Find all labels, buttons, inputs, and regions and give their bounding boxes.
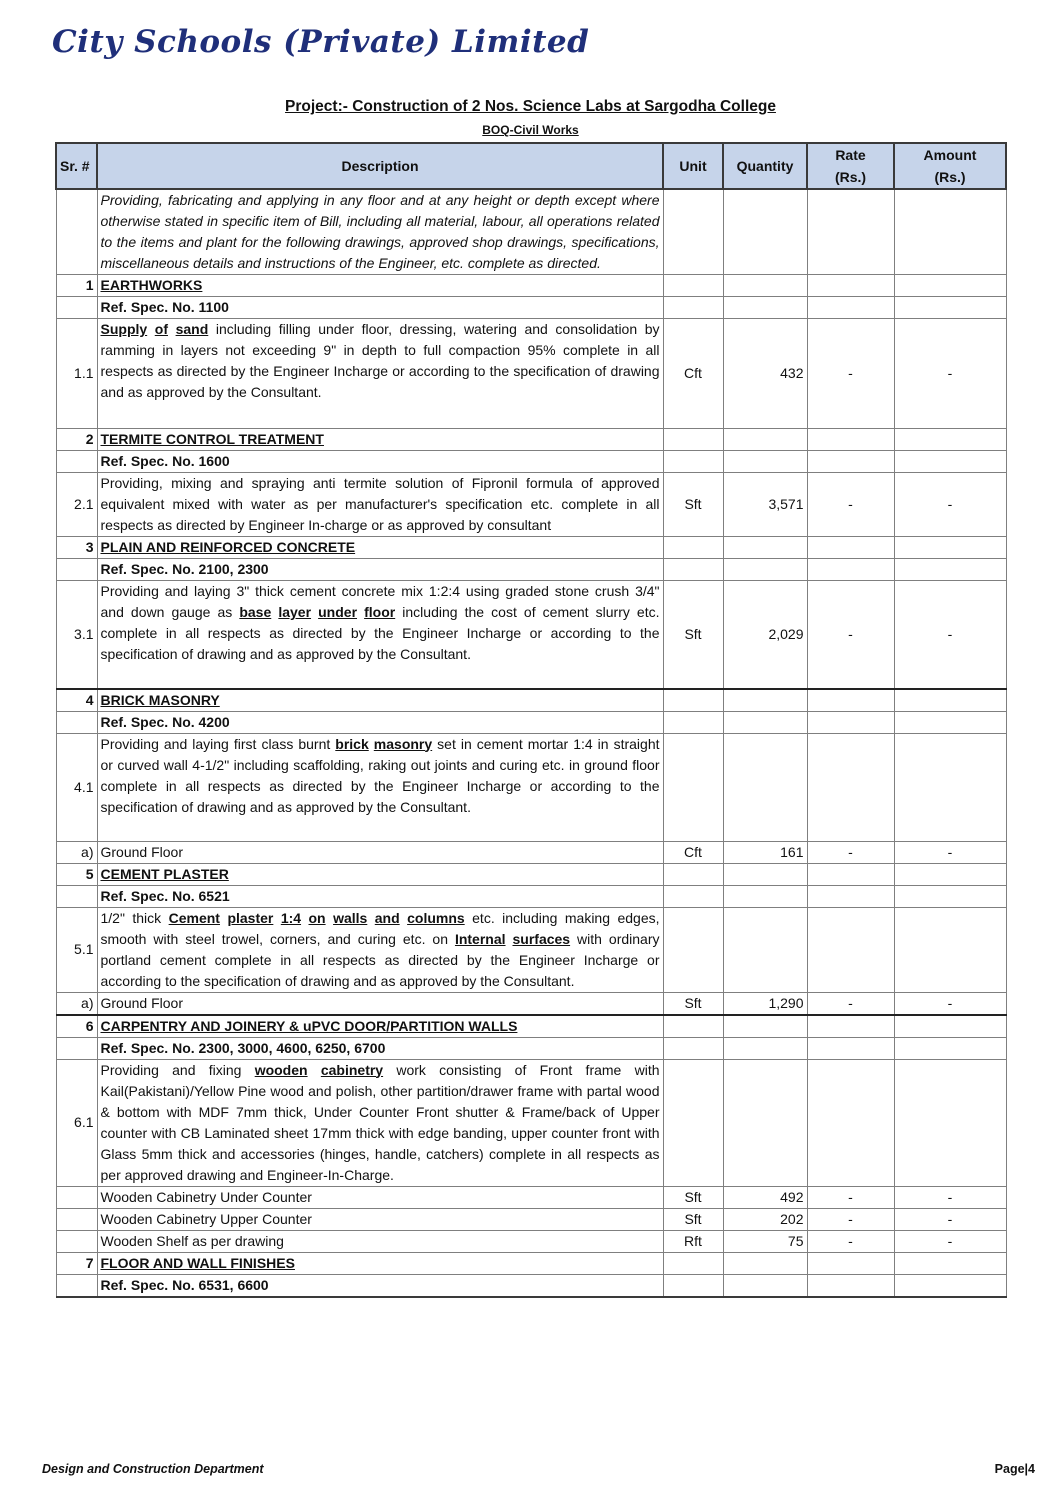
sr-cell: 2 (56, 429, 97, 451)
sr-cell: 3 (56, 537, 97, 559)
sr-cell: 6 (56, 1015, 97, 1038)
spec-ref: Ref. Spec. No. 2100, 2300 (97, 559, 663, 581)
col-header-rate: Rate (Rs.) (807, 143, 894, 189)
amount-cell: - (894, 841, 1006, 863)
table-row (56, 319, 1006, 429)
item-description: Ground Floor (97, 992, 663, 1015)
amount-cell: - (894, 319, 1006, 429)
rate-cell: - (807, 473, 894, 537)
sr-cell: 1 (56, 275, 97, 297)
table-row (56, 1037, 1006, 1059)
sr-cell: a) (56, 992, 97, 1015)
amount-cell: - (894, 992, 1006, 1015)
col-header-unit: Unit (663, 143, 723, 189)
spec-ref: Ref. Spec. No. 4200 (97, 711, 663, 733)
unit-cell: Sft (663, 1208, 723, 1230)
section-title: TERMITE CONTROL TREATMENT (97, 429, 663, 451)
rate-cell: - (807, 1230, 894, 1252)
table-row (56, 297, 1006, 319)
quantity-cell: 1,290 (723, 992, 807, 1015)
col-header-quantity: Quantity (723, 143, 807, 189)
section-title: CEMENT PLASTER (97, 863, 663, 885)
table-row (56, 1230, 1006, 1252)
sr-cell: 4.1 (56, 733, 97, 841)
table-row (56, 1186, 1006, 1208)
table-row (56, 1208, 1006, 1230)
table-row (56, 429, 1006, 451)
table-row (56, 189, 1006, 275)
item-description: Wooden Cabinetry Under Counter (97, 1186, 663, 1208)
unit-cell: Sft (663, 473, 723, 537)
project-title: Project:- Construction of 2 Nos. Science Labs at Sargodha College (285, 98, 776, 115)
section-title: CARPENTRY AND JOINERY & uPVC DOOR/PARTITION WALLS (97, 1015, 663, 1038)
table-row (56, 733, 1006, 841)
company-name: City Schools (Private) Limited (52, 24, 590, 60)
section-title: FLOOR AND WALL FINISHES (97, 1252, 663, 1274)
unit-cell: Sft (663, 992, 723, 1015)
page-number: Page|4 (994, 1462, 1035, 1476)
sr-cell: 3.1 (56, 581, 97, 689)
spec-ref: Ref. Spec. No. 1100 (97, 297, 663, 319)
item-description: Providing and laying 3" thick cement concrete mix 1:2:4 using graded stone crush 3/4" and down gauge as base layer under floor including the cost of cement slurry etc. complete in all respects as directed by the Engineer Incharge or according to the specification of drawing and as approved by the Consultant. (97, 581, 663, 689)
unit-cell: Sft (663, 1186, 723, 1208)
section-title: BRICK MASONRY (97, 689, 663, 712)
sr-cell: 5 (56, 863, 97, 885)
table-row (56, 1059, 1006, 1186)
rate-cell: - (807, 1208, 894, 1230)
sr-cell: 2.1 (56, 473, 97, 537)
rate-cell: - (807, 1186, 894, 1208)
spec-ref: Ref. Spec. No. 6531, 6600 (97, 1274, 663, 1297)
boq-subtitle: BOQ-Civil Works (482, 123, 579, 137)
col-header-sr: Sr. # (56, 143, 97, 189)
item-description: Wooden Cabinetry Upper Counter (97, 1208, 663, 1230)
footer-department: Design and Construction Department (42, 1462, 264, 1476)
section-title: PLAIN AND REINFORCED CONCRETE (97, 537, 663, 559)
unit-cell: Sft (663, 581, 723, 689)
amount-cell: - (894, 1230, 1006, 1252)
amount-cell: - (894, 473, 1006, 537)
rate-cell: - (807, 992, 894, 1015)
unit-cell: Rft (663, 1230, 723, 1252)
quantity-cell: 432 (723, 319, 807, 429)
amount-cell: - (894, 1186, 1006, 1208)
item-description: Supply of sand including filling under floor, dressing, watering and consolidation by ramming in layers not exceeding 9" in depth to full compaction 95% complete in all respects as directed by the Engineer Incharge or according to the specification of drawing and as approved by the Consultant. (97, 319, 663, 429)
spec-ref: Ref. Spec. No. 2300, 3000, 4600, 6250, 6700 (97, 1037, 663, 1059)
sr-cell: 7 (56, 1252, 97, 1274)
rate-cell: - (807, 319, 894, 429)
item-description: Providing and laying first class burnt brick masonry set in cement mortar 1:4 in straight or curved wall 4-1/2" including scaffolding, raking out joints and curing etc. in ground floor complete in all respects as directed by the Engineer Incharge or according to the specification of drawing and as approved by the Consultant. (97, 733, 663, 841)
spec-ref: Ref. Spec. No. 1600 (97, 451, 663, 473)
table-row (56, 711, 1006, 733)
table-row (56, 537, 1006, 559)
unit-cell: Cft (663, 841, 723, 863)
item-description: Wooden Shelf as per drawing (97, 1230, 663, 1252)
table-row (56, 992, 1006, 1015)
sr-cell: 5.1 (56, 907, 97, 992)
amount-cell: - (894, 1208, 1006, 1230)
quantity-cell: 2,029 (723, 581, 807, 689)
quantity-cell: 3,571 (723, 473, 807, 537)
rate-cell: - (807, 581, 894, 689)
unit-cell: Cft (663, 319, 723, 429)
sr-cell: a) (56, 841, 97, 863)
item-description: Providing, mixing and spraying anti termite solution of Fipronil formula of approved equivalent mixed with water as per manufacturer's specification etc. complete in all respects as directed by Engineer In-charge or as approved by consultant (97, 473, 663, 537)
table-row (56, 559, 1006, 581)
sr-cell: 4 (56, 689, 97, 712)
intro-text: Providing, fabricating and applying in any floor and at any height or depth except where otherwise stated in specific item of Bill, including all material, labour, all operations related to the items and plant for the following drawings, approved shop drawings, specifications, miscellaneous details and instructions of the Engineer, etc. complete as directed. (97, 189, 663, 275)
table-row (56, 1252, 1006, 1274)
sr-cell: 6.1 (56, 1059, 97, 1186)
table-row (56, 1274, 1006, 1297)
rate-cell: - (807, 841, 894, 863)
item-description: 1/2" thick Cement plaster 1:4 on walls and columns etc. including making edges, smooth with steel trowel, corners, and curing etc. on Internal surfaces with ordinary portland cement complete in all respects as directed by the Engineer Incharge or according to the specification of drawing and as approved by the Consultant. (97, 907, 663, 992)
table-header-row (56, 143, 1006, 189)
item-description: Providing and fixing wooden cabinetry work consisting of Front frame with Kail(Pakistani)/Yellow Pine wood and polish, other partition/drawer frame with partal wood & bottom with MDF 7mm thick, Under Counter Front shutter & Frame/back of Upper counter with CB Laminated sheet 17mm thick with edge banding, upper counter front with Glass 5mm thick and accessories (hinges, handle, catchers) complete in all respects as per approved drawing and Engineer-In-Charge. (97, 1059, 663, 1186)
col-header-amount: Amount (Rs.) (894, 143, 1006, 189)
table-row (56, 1015, 1006, 1038)
table-row (56, 581, 1006, 689)
quantity-cell: 75 (723, 1230, 807, 1252)
table-row (56, 885, 1006, 907)
table-row (56, 907, 1006, 992)
table-row (56, 473, 1006, 537)
table-row (56, 863, 1006, 885)
col-header-description: Description (97, 143, 663, 189)
table-row (56, 451, 1006, 473)
quantity-cell: 161 (723, 841, 807, 863)
sr-cell: 1.1 (56, 319, 97, 429)
section-title: EARTHWORKS (97, 275, 663, 297)
amount-cell: - (894, 581, 1006, 689)
spec-ref: Ref. Spec. No. 6521 (97, 885, 663, 907)
item-description: Ground Floor (97, 841, 663, 863)
boq-table (55, 142, 1007, 1298)
quantity-cell: 492 (723, 1186, 807, 1208)
table-row (56, 275, 1006, 297)
table-row (56, 841, 1006, 863)
table-row (56, 689, 1006, 712)
quantity-cell: 202 (723, 1208, 807, 1230)
